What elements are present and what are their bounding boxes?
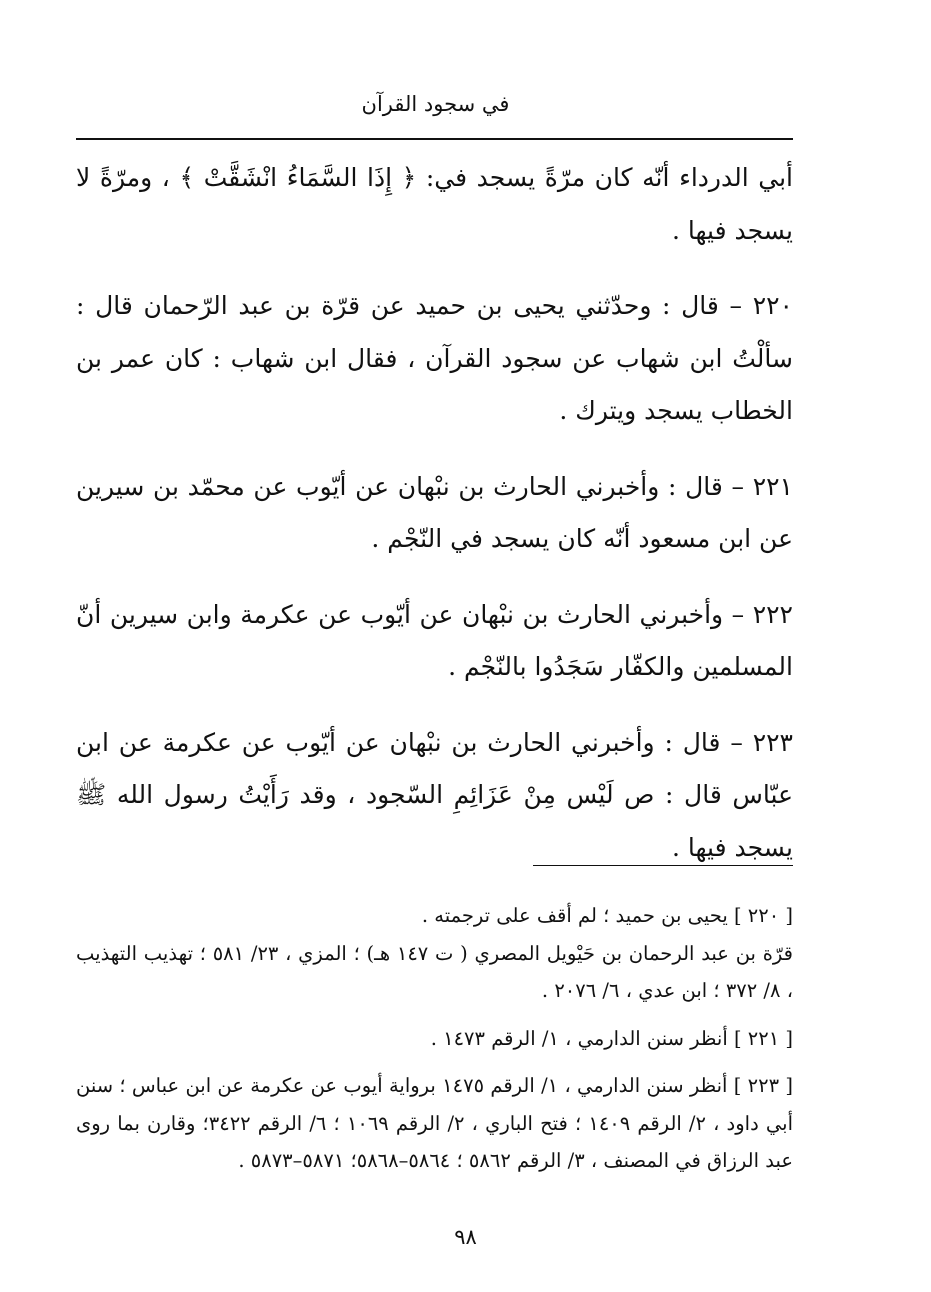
- footnote-separator: [533, 865, 793, 866]
- page-number: ٩٨: [454, 1225, 477, 1249]
- paragraph-220: ٢٢٠ – قال : وحدّثني يحيى بن حميد عن قرّة بن عبد الرّحمان قال : سألْتُ ابن شهاب عن سجود القرآن ، فقال ابن شهاب : كان عمر بن الخطاب يسجد ويترك .: [76, 291, 793, 425]
- footnote-220: [76, 897, 793, 1010]
- paragraph-222: ٢٢٢ – وأخبرني الحارث بن نبْهان عن أيّوب عن عكرمة وابن سيرين أنّ المسلمين والكفّار سَجَدُوا بالنّجْم .: [76, 599, 793, 681]
- paragraph-223: ٢٢٣ – قال : وأخبرني الحارث بن نبْهان عن أيّوب عن عكرمة عن ابن عبّاس قال : ص لَيْس مِنْ عَزَائِمِ السّجود ، وقد رَأَيْتُ رسول الله ﷺ يسجد فيها .: [76, 727, 793, 862]
- header-rule: [76, 138, 793, 140]
- footnotes: [76, 897, 793, 1180]
- running-header-title: في سجود القرآن: [361, 92, 510, 116]
- paragraph-221: ٢٢١ – قال : وأخبرني الحارث بن نبْهان عن أيّوب عن محمّد بن سيرين عن ابن مسعود أنّه كان يسجد في النّجْم .: [76, 471, 793, 553]
- main-text: [76, 152, 793, 874]
- footnote-220-line-1: [ ٢٢٠ ] يحيى بن حميد ؛ لم أقف على ترجمته .: [421, 904, 793, 927]
- footnote-223: [ ٢٢٣ ] أنظر سنن الدارمي ، ١/ الرقم ١٤٧٥ برواية أيوب عن عكرمة عن ابن عباس ؛ سنن أبي داود ، ٢/ الرقم ١٤٠٩ ؛ فتح الباري ، ٢/ الرقم ١٠٦٩ ؛ ٦/ الرقم ٣٤٢٢؛ وقارن بما روى عبد الرزاق في المصنف ، ٣/ الرقم ٥٨٦٢ ؛ ٥٨٦٤–٥٨٦٨؛ ٥٨٧١–٥٨٧٣ .: [76, 1074, 793, 1172]
- paragraph-continuation: أبي الدرداء أنّه كان مرّةً يسجد في: ﴿ إِذَا السَّمَاءُ انْشَقَّتْ ﴾ ، ومرّةً لا يسجد فيها .: [76, 163, 793, 245]
- footnote-220-line-2: قرّة بن عبد الرحمان بن حَيْويل المصري ( ت ١٤٧ هـ) ؛ المزي ، ٢٣/ ٥٨١ ؛ تهذيب التهذيب ، ٨/ ٣٧٢ ؛ ابن عدي ، ٦/ ٢٠٧٦ .: [76, 941, 793, 1002]
- footnote-221: [ ٢٢١ ] أنظر سنن الدارمي ، ١/ الرقم ١٤٧٣ .: [430, 1026, 793, 1050]
